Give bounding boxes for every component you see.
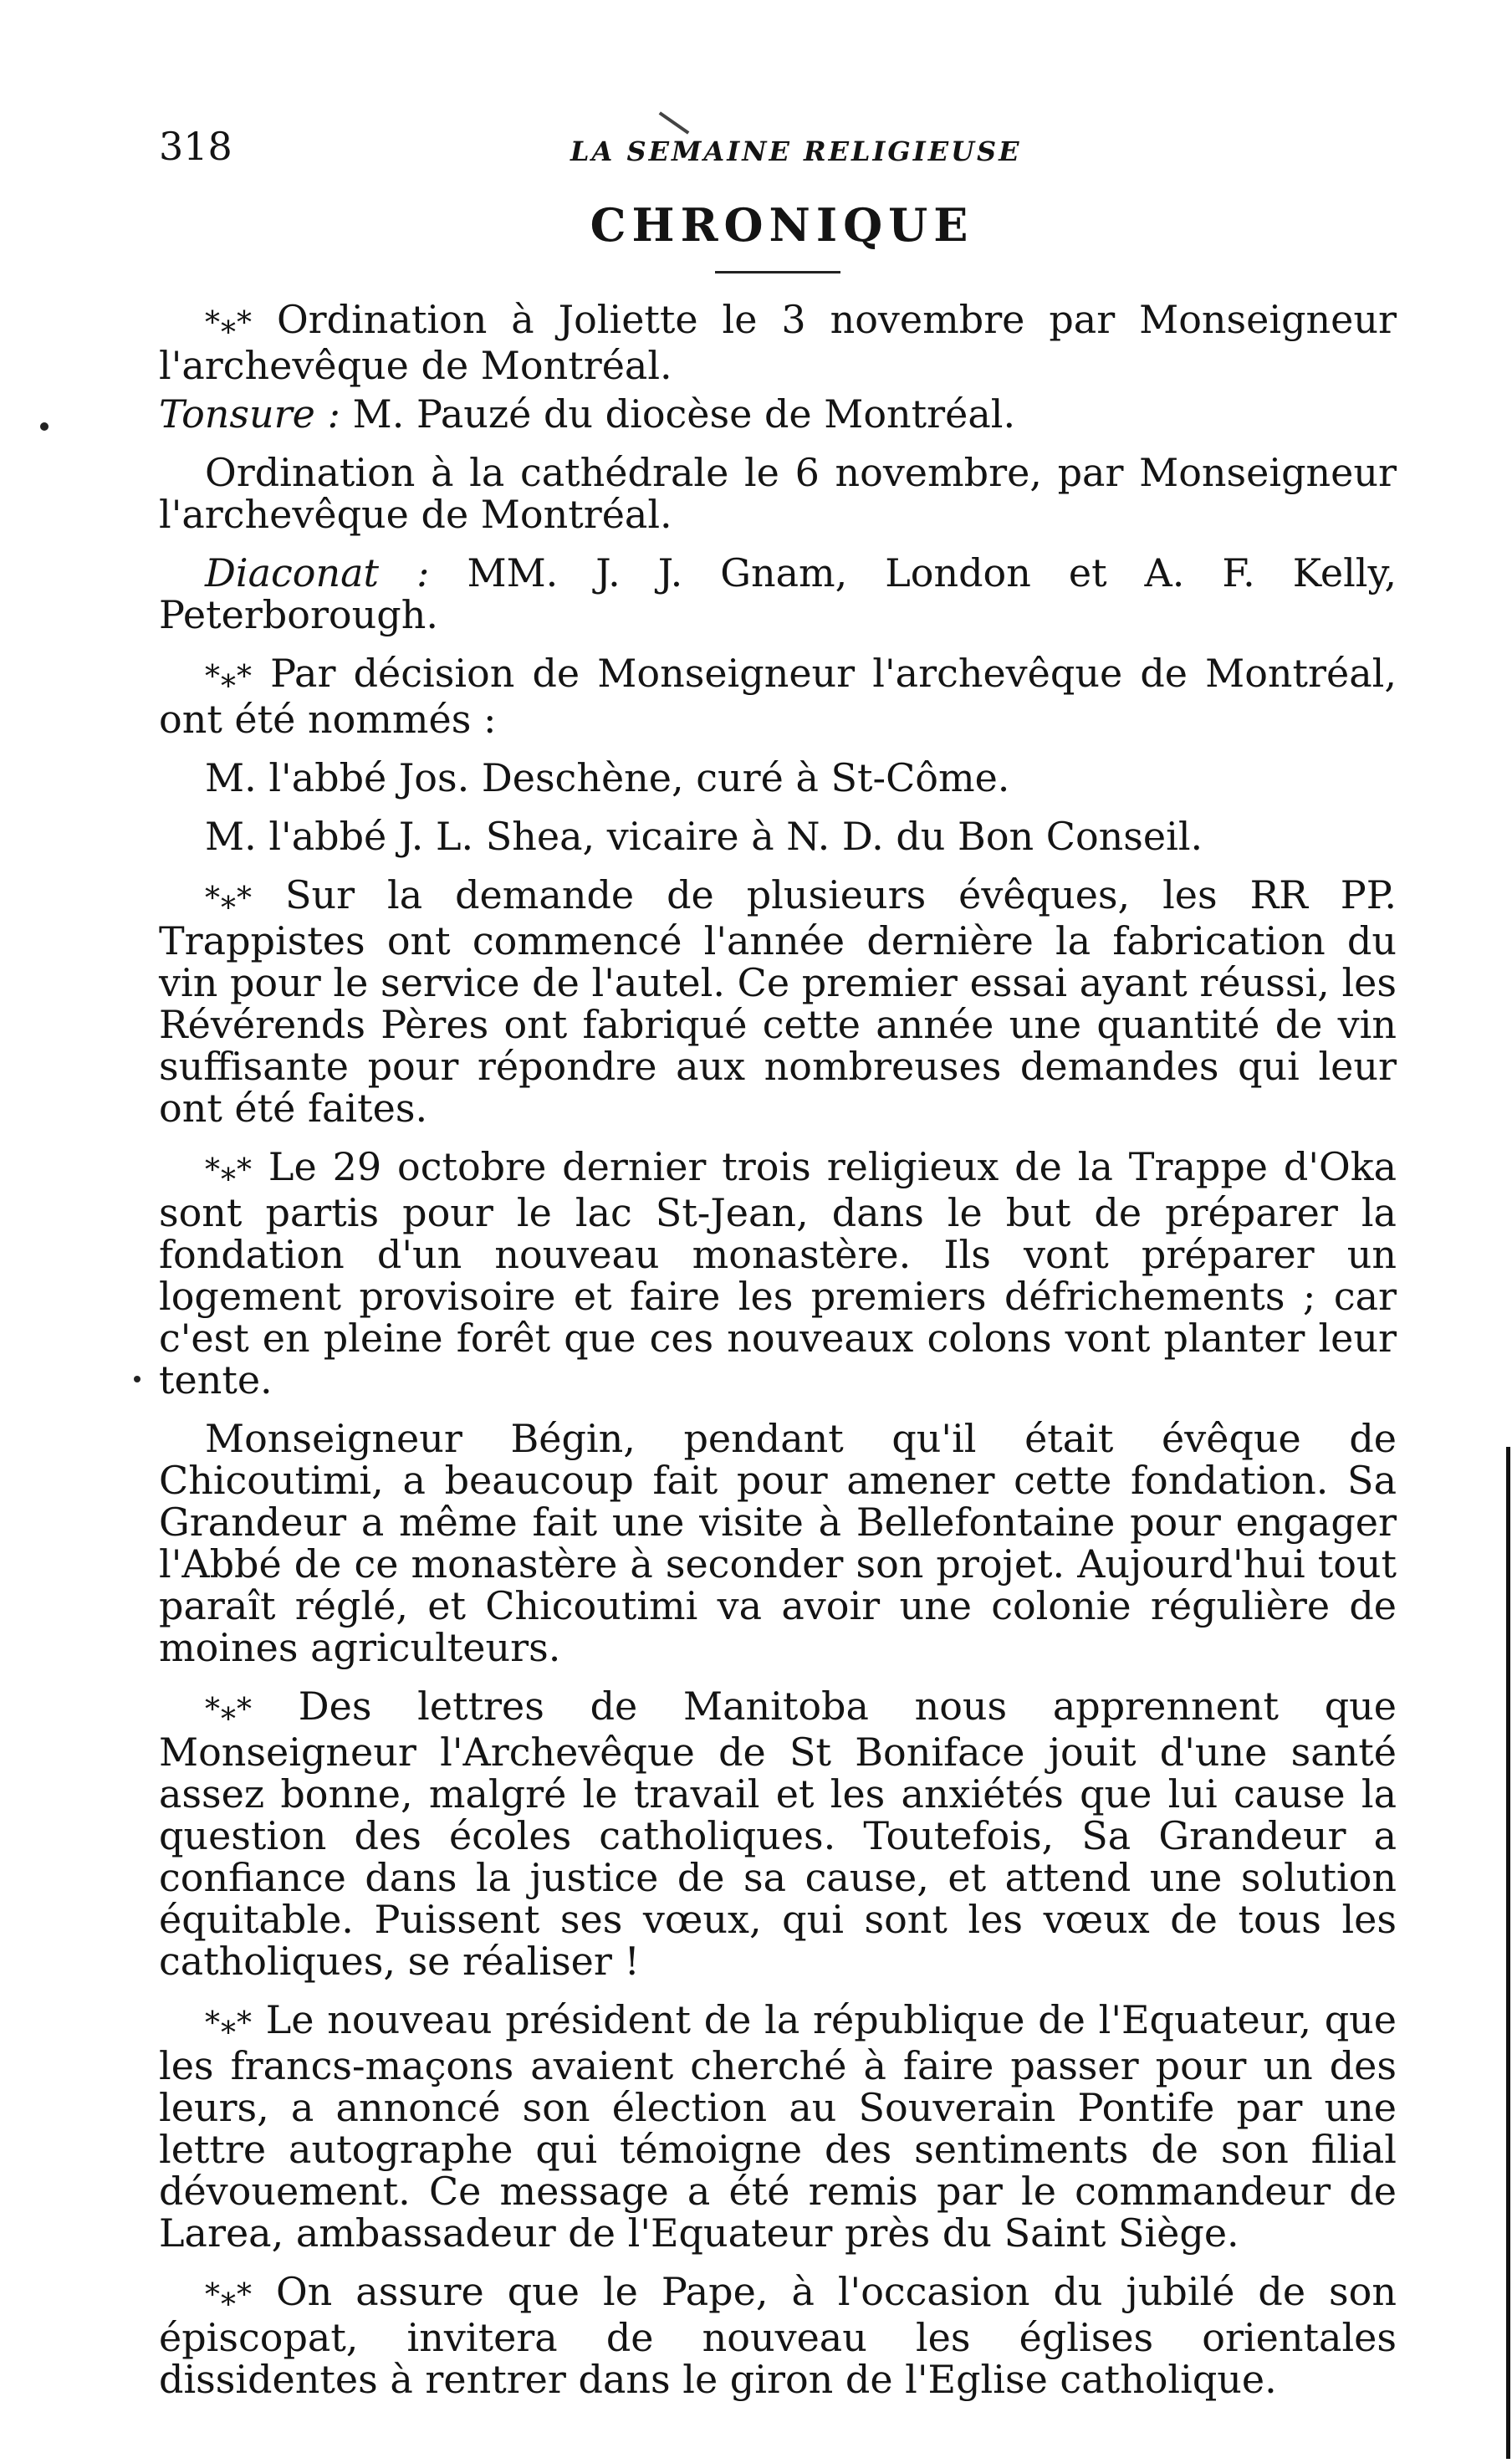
paragraph-text: Monseigneur Bégin, pendant qu'il était évêque de Chicoutimi, a beaucoup fait pour amener cette fondation. Sa Grandeur a même fait une visite à Bellefontaine pour engager l'Abbé de ce monastère à seconder son projet. Aujourd'hui tout paraît réglé, et Chicoutimi va avoir une colonie régulière de moines agriculteurs.: [159, 1416, 1397, 1670]
appointment-text: M. l'abbé Jos. Deschène, curé à St-Côme.: [205, 755, 1010, 800]
asterism: *⁎*: [205, 881, 253, 916]
equateur-paragraph: [159, 1999, 1397, 2254]
paragraph-text: Des lettres de Manitoba nous apprennent que Monseigneur l'Archevêque de St Boniface jouit d'une santé assez bonne, malgré le travail et les anxiétés que lui cause la question des écoles catholiques. Toutefois, Sa Grandeur a confiance dans la justice de sa cause, et attend une solution équitable. Puissent ses vœux, qui sont les vœux de tous les catholiques, se réaliser !: [159, 1684, 1397, 1984]
paragraph-text: Ordination à Joliette le 3 novembre par Monseigneur l'archevêque de Montréal.: [159, 297, 1397, 388]
diaconat-line: [159, 552, 1397, 636]
scan-speck: [40, 422, 49, 431]
asterism: *⁎*: [205, 1153, 253, 1188]
appointment-line: [159, 815, 1397, 857]
asterism: *⁎*: [205, 2278, 253, 2312]
trappist-wine-paragraph: [159, 874, 1397, 1129]
diaconat-text: MM. J. J. Gnam, London et A. F. Kelly, Peterborough.: [159, 550, 1397, 637]
oka-foundation-paragraph: [159, 1146, 1397, 1401]
asterism: *⁎*: [205, 306, 253, 340]
title-rule: [715, 271, 840, 273]
pope-jubilee-paragraph: [159, 2271, 1397, 2400]
appointments-paragraph: [159, 652, 1397, 740]
page-content: [159, 125, 1397, 2400]
chronicle-body: [159, 299, 1397, 2400]
section-title: CHRONIQUE: [590, 198, 974, 252]
paragraph-text: Ordination à la cathédrale le 6 novembre, par Monseigneur l'archevêque de Montréal.: [159, 450, 1397, 537]
paragraph-text: Le 29 octobre dernier trois religieux de la Trappe d'Oka sont partis pour le lac St-Jean, dans le but de préparer la fondation d'un nouveau monastère. Ils vont préparer un logement provisoire et faire les premiers défrichements ; car c'est en pleine forêt que ces nouveaux colons vont planter leur tente.: [159, 1144, 1397, 1403]
appointment-line: [159, 757, 1397, 799]
page-number: 318: [159, 124, 232, 169]
paragraph-text: Le nouveau président de la république de l'Equateur, que les francs-maçons avaient cherché à faire passer pour un des leurs, a annoncé son élection au Souverain Pontife par une lettre autographe qui témoigne des sentiments de son filial dévouement. Ce message a été remis par le commandeur de Larea, ambassadeur de l'Equateur près du Saint Siège.: [159, 1997, 1397, 2256]
running-head: [159, 125, 1397, 176]
tonsure-label: Tonsure :: [159, 391, 340, 437]
diaconat-label: Diaconat :: [205, 550, 430, 595]
scan-speck: [134, 1376, 140, 1382]
manitoba-paragraph: [159, 1685, 1397, 1982]
asterism: *⁎*: [205, 660, 253, 694]
journal-title: LA SEMAINE RELIGIEUSE: [570, 135, 1022, 167]
paragraph-text: Sur la demande de plusieurs évêques, les RR PP. Trappistes ont commencé l'année dernière la fabrication du vin pour le service de l'autel. Ce premier essai ayant réussi, les Révérends Pères ont fabriqué cette année une quantité de vin suffisante pour répondre aux nombreuses demandes qui leur ont été faites.: [159, 872, 1397, 1131]
begin-paragraph: [159, 1418, 1397, 1668]
asterism: *⁎*: [205, 1693, 253, 1727]
ordination-cathedral-paragraph: [159, 452, 1397, 535]
paragraph-text: Par décision de Monseigneur l'archevêque de Montréal, ont été nommés :: [159, 651, 1397, 742]
appointment-text: M. l'abbé J. L. Shea, vicaire à N. D. du Bon Conseil.: [205, 814, 1203, 859]
scan-edge-line: [1506, 1447, 1510, 2459]
paragraph-text: On assure que le Pape, à l'occasion du jubilé de son épiscopat, invitera de nouveau les églises orientales dissidentes à rentrer dans le giron de l'Eglise catholique.: [159, 2269, 1397, 2402]
tonsure-text: M. Pauzé du diocèse de Montréal.: [352, 391, 1016, 437]
tonsure-line: [159, 393, 1397, 435]
asterism: *⁎*: [205, 2006, 253, 2041]
ordination-joliette-paragraph: [159, 299, 1397, 386]
